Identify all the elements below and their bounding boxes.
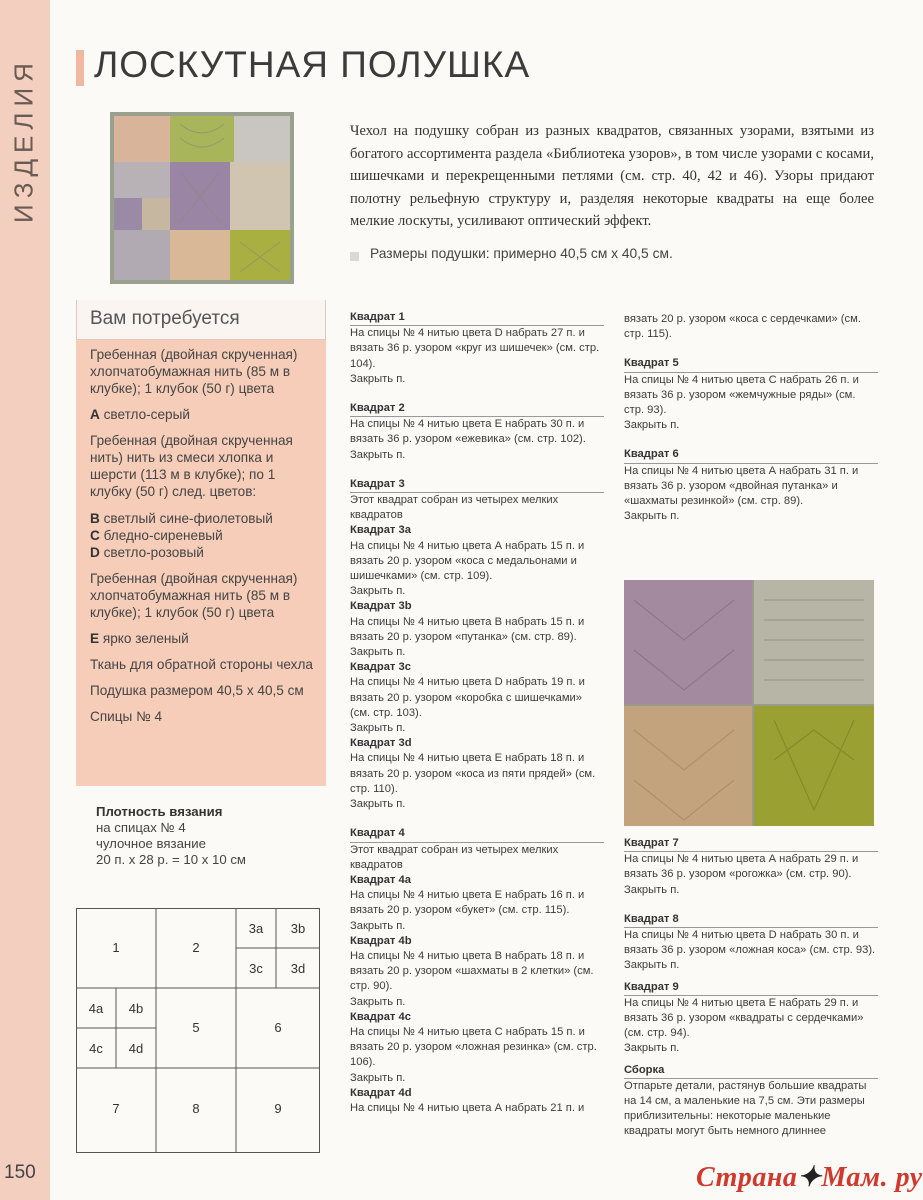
cell-7: 7 [112, 1101, 120, 1116]
cell-4c: 4c [89, 1041, 103, 1056]
square-close: Закрыть п. [350, 722, 406, 735]
square-text: На спицы № 4 нитью цвета А набрать 21 п. и [350, 1101, 585, 1114]
square-heading: Квадрат 9 [624, 980, 878, 996]
pillow-photo [110, 112, 294, 284]
instructions-column-1 [350, 310, 604, 1116]
square-text: На спицы № 4 нитью цвета Е набрать 30 п. и вязать 36 р. узором «ежевика» (см. стр. 102). [350, 418, 586, 446]
materials-title: Вам потребуется [90, 308, 240, 329]
square-heading: Квадрат 4 [350, 826, 604, 842]
pillow-insert: Подушка размером 40,5 х 40,5 см [90, 683, 304, 698]
square-close: Закрыть п. [624, 883, 680, 896]
assembly-heading: Сборка [624, 1063, 878, 1079]
square-heading: Квадрат 8 [624, 912, 878, 928]
square-text: На спицы № 4 нитью цвета С набрать 15 п. и вязать 20 р. узором «ложная резинка» (см. стр. 106). [350, 1025, 597, 1069]
square-text: На спицы № 4 нитью цвета Е набрать 16 п. и вязать 20 р. узором «букет» (см. стр. 115). [350, 889, 585, 917]
color-d: D светло-розовый [90, 545, 204, 560]
square-close: Закрыть п. [350, 646, 406, 659]
square-text: На спицы № 4 нитью цвета С набрать 26 п. и вязать 36 р. узором «жемчужные ряды» (см. стр. 93). [624, 373, 859, 417]
square-text: На спицы № 4 нитью цвета D набрать 27 п. и вязать 36 р. узором «круг из шишечек» (см. стр. 104). [350, 327, 600, 370]
square-text: На спицы № 4 нитью цвета А набрать 15 п. и вязать 20 р. узором «коса с медальонами и шишечками» (см. стр. 109). [350, 539, 585, 583]
square-heading: Квадрат 1 [350, 310, 604, 326]
intro-text: Чехол на подушку собран из разных квадратов, связанных узорами, взятыми из богатого ассортимента раздела «Библиотека узоров», в том числе узорами с косами, шишечками и перекрещенными петлями (см. стр. 40, 42 и 46). Узоры придают полотну рельефную структуру и, разделяя некоторые квадраты на еще более мелкие лоскуты, усиливают оптический эффект. [350, 123, 874, 229]
cell-3b: 3b [290, 921, 306, 936]
knitted-squares-photo [624, 580, 874, 826]
yarn-3: Гребенная (двойная скрученная) хлопчатобумажная нить (85 м в клубке); 1 клубок (50 г) цвета [90, 571, 298, 620]
cell-3d: 3d [290, 961, 306, 976]
site-watermark: Страна✦Мам. ру [696, 1162, 923, 1193]
subsquare-heading: Квадрат 3d [350, 737, 412, 750]
square-text: На спицы № 4 нитью цвета Е набрать 18 п. и вязать 20 р. узором «коса из пяти прядей» (см. стр. 110). [350, 752, 596, 795]
square-heading: Квадрат 3 [350, 477, 604, 493]
square-close: Закрыть п. [350, 798, 406, 811]
square-text: На спицы № 4 нитью цвета А набрать 31 п. и вязать 36 р. узором «двойная путанка» и «шахматы резинкой» (см. стр. 89). [624, 464, 859, 508]
subsquare-heading: Квадрат 4b [350, 934, 412, 947]
cell-3c: 3c [249, 961, 263, 976]
color-e: Е ярко зеленый [90, 631, 189, 646]
square-close: Закрыть п. [624, 419, 680, 432]
gauge-block [96, 804, 316, 868]
assembly-diagram [76, 908, 320, 1153]
subsquare-heading: Квадрат 4d [350, 1086, 412, 1099]
subsquare-heading: Квадрат 3с [350, 661, 411, 674]
instructions-column-2 [624, 312, 878, 524]
title-accent-bar [76, 50, 84, 86]
square-heading: Квадрат 6 [624, 447, 878, 463]
square-close: Закрыть п. [350, 1071, 406, 1084]
square-close: Закрыть п. [350, 919, 406, 932]
square-heading: Квадрат 2 [350, 401, 604, 417]
cell-6: 6 [274, 1020, 282, 1035]
square-text: На спицы № 4 нитью цвета В набрать 18 п. и вязать 20 р. узором «шахматы в 2 клетки» (см. стр. 90). [350, 949, 594, 993]
square-close: Закрыть п. [624, 1042, 680, 1055]
cell-3a: 3a [248, 921, 264, 936]
subsquare-heading: Квадрат 3а [350, 524, 411, 537]
cell-2: 2 [192, 940, 200, 955]
gauge-line: чулочное вязание [96, 836, 206, 851]
square-close: Закрыть п. [350, 585, 406, 598]
square-text: На спицы № 4 нитью цвета А набрать 29 п. и вязать 36 р. узором «рогожка» (см. стр. 90). [624, 853, 859, 881]
page-title: ЛОСКУТНАЯ ПОЛУШКА [94, 44, 531, 85]
square-text: На спицы № 4 нитью цвета Е набрать 29 п. и вязать 36 р. узором «квадраты с сердечками» (см. стр. 94). [624, 996, 864, 1040]
gauge-title: Плотность вязания [96, 804, 223, 819]
bullet-square [350, 252, 359, 261]
square-close: Закрыть п. [624, 959, 680, 972]
subsquare-heading: Квадрат 4а [350, 873, 411, 886]
square-text: вязать 20 р. узором «коса с сердечками» (см. стр. 115). [624, 313, 861, 341]
subsquare-heading: Квадрат 4с [350, 1010, 411, 1023]
color-b: В светлый сине-фиолетовый [90, 511, 273, 526]
pillow-size: Размеры подушки: примерно 40,5 см х 40,5 см. [370, 246, 673, 261]
yarn-2: Гребенная (двойная скрученная нить) нить из смеси хлопка и шерсти (113 м в клубке); по 1 клубку (50 г) след. цветов: [90, 433, 293, 499]
square-text: Этот квадрат собран из четырех мелких квадратов [350, 843, 559, 871]
square-text: На спицы № 4 нитью цвета D набрать 19 п. и вязать 20 р. узором «коробка с шишечками» (см. стр. 103). [350, 676, 585, 719]
section-label: ИЗДЕЛИЯ [8, 57, 39, 223]
color-c: С бледно-сиреневый [90, 528, 223, 543]
cell-4d: 4d [128, 1041, 144, 1056]
instructions-column-3 [624, 836, 878, 1140]
fabric: Ткань для обратной стороны чехла [90, 657, 313, 672]
square-heading: Квадрат 5 [624, 356, 878, 372]
yarn-1: Гребенная (двойная скрученная) хлопчатобумажная нить (85 м в клубке); 1 клубок (50 г) цвета [90, 347, 298, 396]
gauge-line: 20 п. х 28 р. = 10 х 10 см [96, 852, 247, 867]
page-number: 150 [4, 1162, 36, 1183]
square-close: Закрыть п. [350, 995, 406, 1008]
cell-4b: 4b [128, 1001, 144, 1016]
cell-9: 9 [274, 1101, 282, 1116]
cell-5: 5 [192, 1020, 200, 1035]
square-heading: Квадрат 7 [624, 836, 878, 852]
square-text: Этот квадрат собран из четырех мелких квадратов [350, 494, 559, 522]
cell-8: 8 [192, 1101, 200, 1116]
gauge-line: на спицах № 4 [96, 820, 186, 835]
square-close: Закрыть п. [624, 510, 680, 523]
square-text: На спицы № 4 нитью цвета В набрать 15 п. и вязать 20 р. узором «путанка» (см. стр. 89). [350, 615, 585, 643]
square-close: Закрыть п. [350, 372, 406, 385]
square-text: На спицы № 4 нитью цвета D набрать 30 п. и вязать 36 р. узором «ложная коса» (см. стр. 93). [624, 929, 876, 957]
cell-1: 1 [112, 940, 120, 955]
color-a: А светло-серый [90, 407, 190, 422]
subsquare-heading: Квадрат 3b [350, 600, 412, 613]
needles: Спицы № 4 [90, 709, 163, 724]
assembly-text: Отпарьте детали, растянув большие квадраты на 14 см, а маленькие на 7,5 см. Эти размеры приблизительны: некоторые маленькие квадраты могут быть немного длиннее [624, 1079, 867, 1138]
square-close: Закрыть п. [350, 448, 406, 461]
cell-4a: 4a [88, 1001, 104, 1016]
